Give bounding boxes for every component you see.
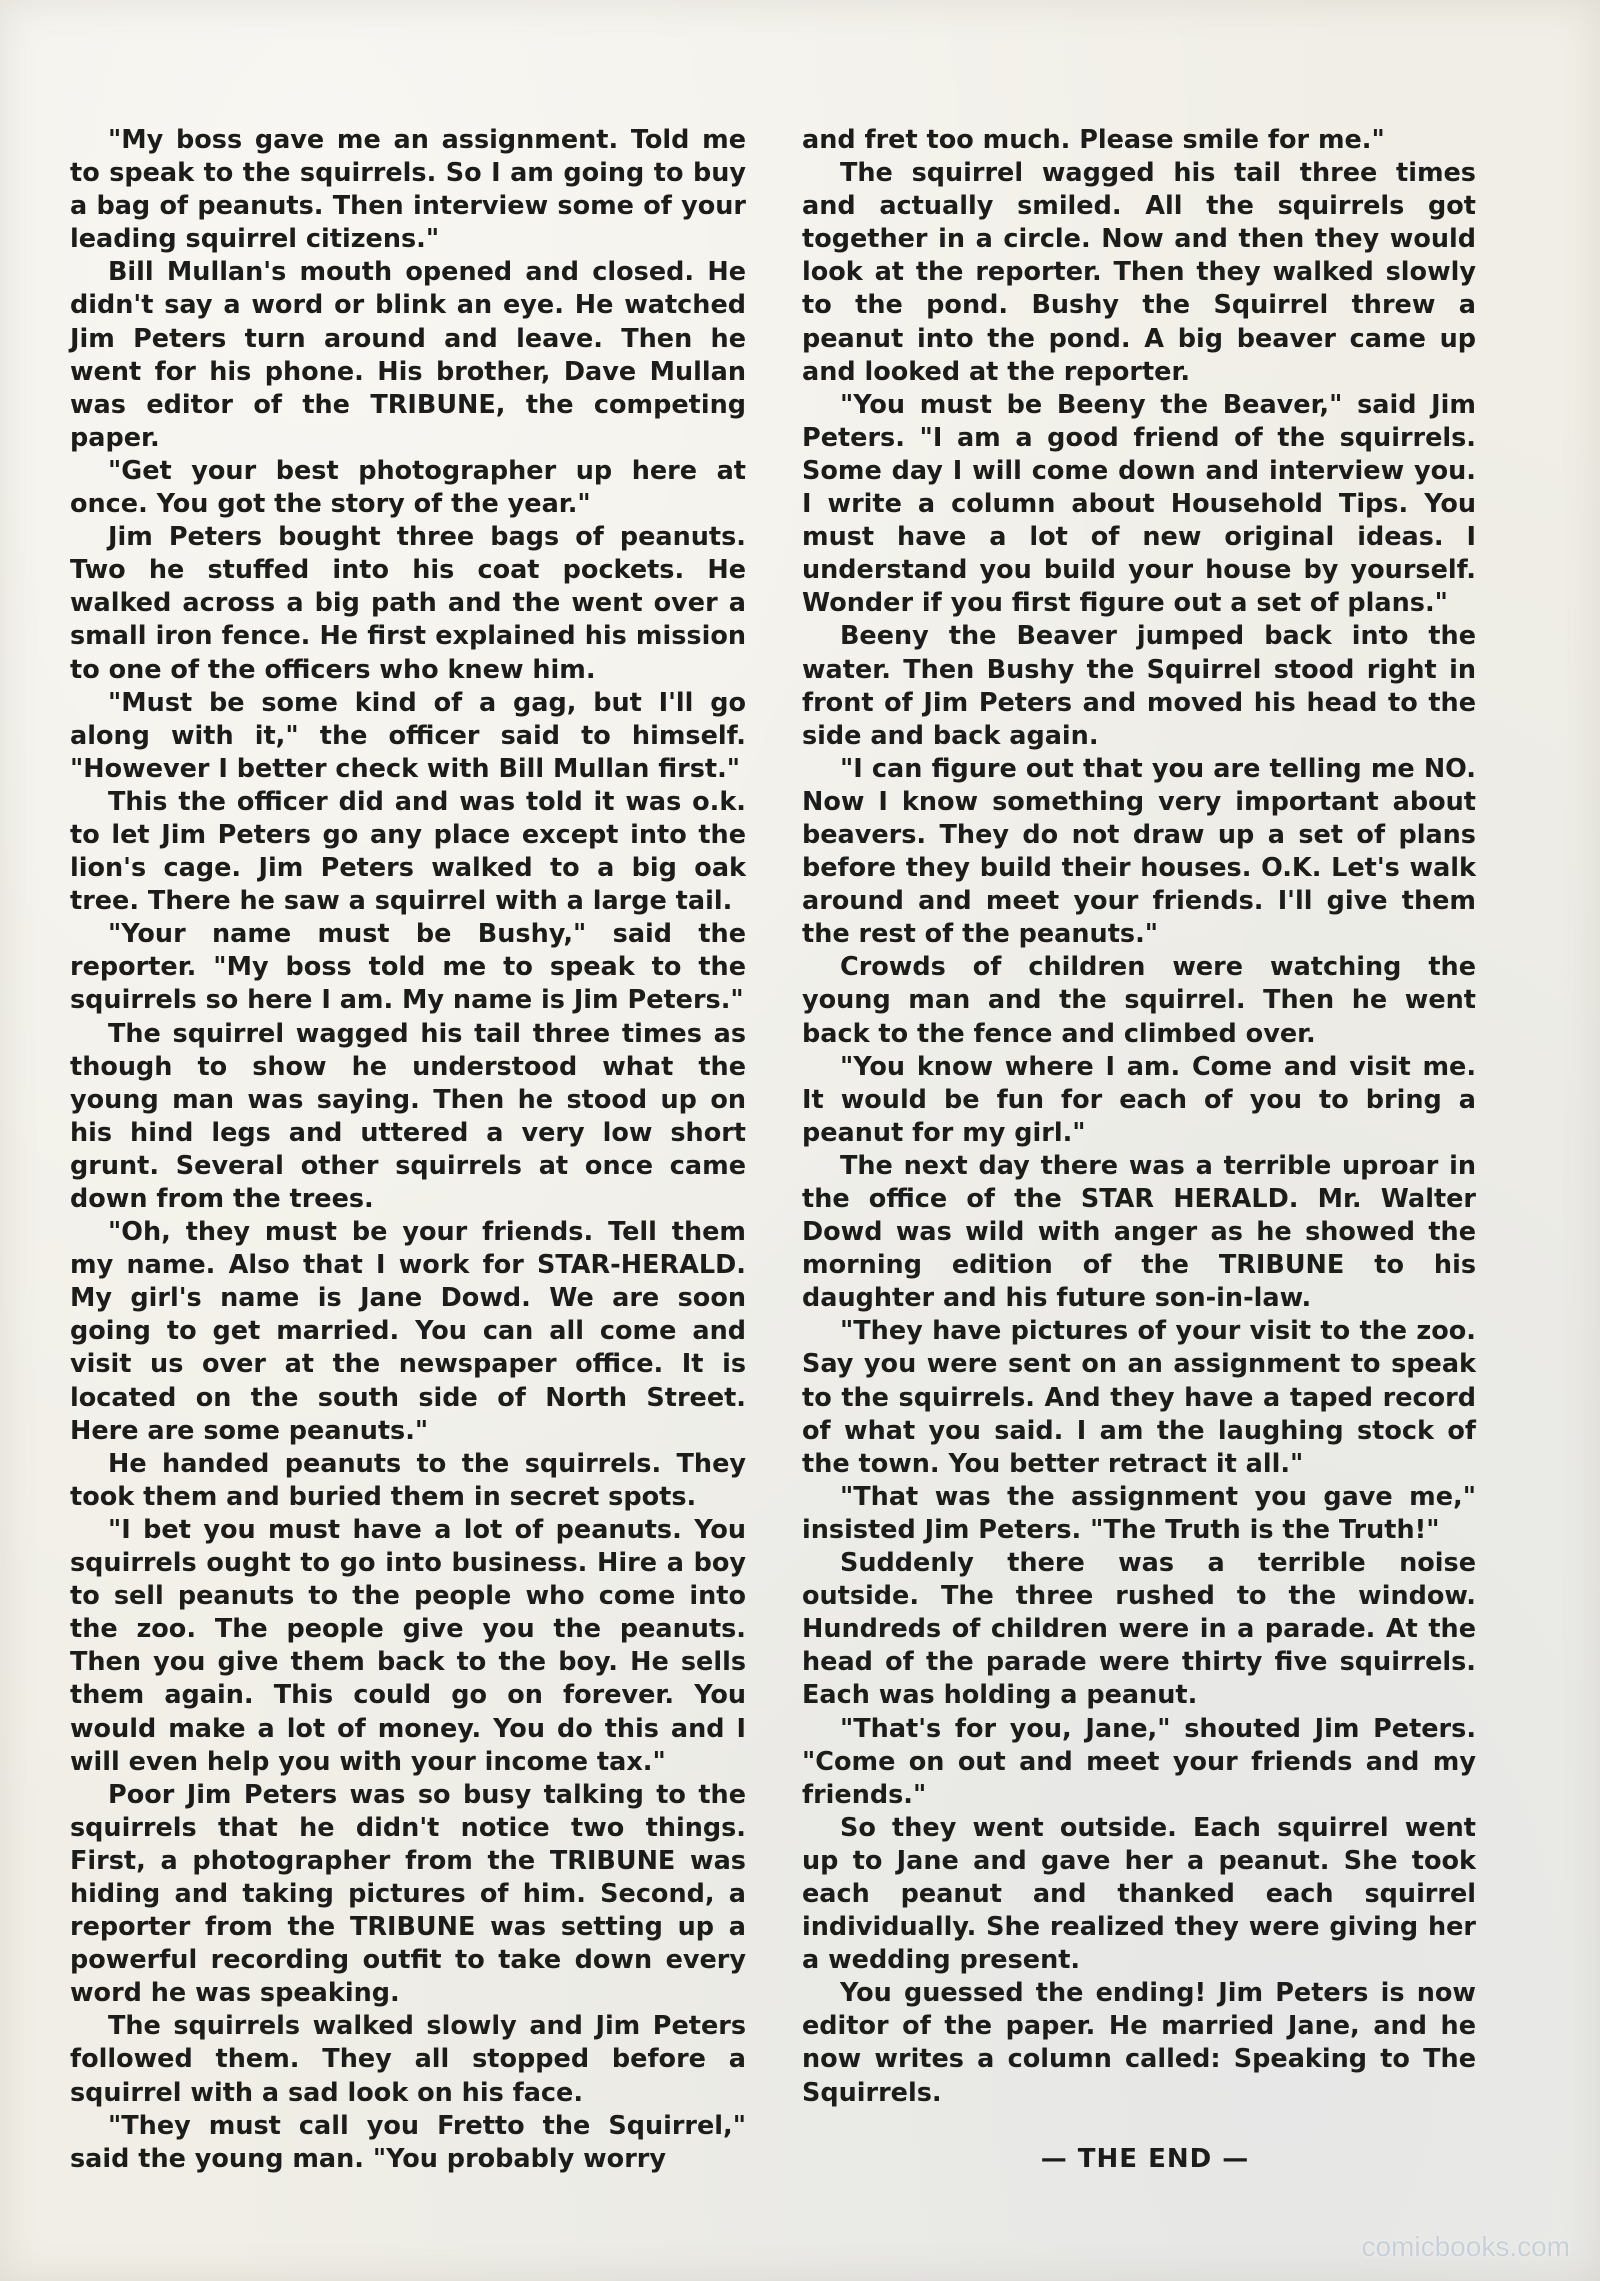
site-watermark: comicbooks.com: [1361, 2231, 1570, 2262]
paragraph: "Your name must be Bushy," said the reporter. "My boss told me to speak to the squirrels so here I am. My name is Jim Peters.": [70, 919, 746, 1016]
right-text-column: [802, 124, 1476, 2110]
paragraph: The squirrel wagged his tail three times as though to show he understood what the young man was saying. Then he stood up on his hind legs and uttered a very low short grunt. Several other squirrels at once came down from the trees.: [70, 1018, 746, 1214]
paragraph: Crowds of children were watching the young man and the squirrel. Then he went back to the fence and climbed over.: [802, 952, 1476, 1049]
paragraph-continued: and fret too much. Please smile for me.": [802, 125, 1385, 155]
paragraph: He handed peanuts to the squirrels. They took them and buried them in secret spots.: [70, 1448, 746, 1512]
paragraph: So they went outside. Each squirrel went up to Jane and gave her a peanut. She took each peanut and thanked each squirrel individually. She realized they were giving her a wedding present.: [802, 1812, 1476, 1976]
paragraph: The next day there was a terrible uproar in the office of the STAR HERALD. Mr. Walter Dowd was wild with anger as he showed the morning edition of the TRIBUNE to his daughter and his future son-in-law.: [802, 1150, 1476, 1314]
paragraph: Jim Peters bought three bags of peanuts. Two he stuffed into his coat pockets. He walked across a big path and the went over a small iron fence. He first explained his mission to one of the officers who knew him.: [70, 522, 746, 685]
paragraph: "Must be some kind of a gag, but I'll go along with it," the officer said to himself. "However I better check with Bill Mullan first.": [70, 687, 746, 784]
paragraph: This the officer did and was told it was o.k. to let Jim Peters go any place except into the lion's cage. Jim Peters walked to a big oak tree. There he saw a squirrel with a large tail.: [70, 786, 746, 917]
paragraph: You guessed the ending! Jim Peters is now editor of the paper. He married Jane, and he now writes a column called: Speaking to The Squirrels.: [802, 1978, 1476, 2108]
paragraph: Poor Jim Peters was so busy talking to the squirrels that he didn't notice two things. First, a photographer from the TRIBUNE was hiding and taking pictures of him. Second, a reporter from the TRIBUNE was setting up a powerful recording outfit to take down every word he was speaking.: [70, 1779, 746, 2009]
paragraph: "That's for you, Jane," shouted Jim Peters. "Come on out and meet your friends and my friends.": [802, 1713, 1476, 1810]
paragraph: "You must be Beeny the Beaver," said Jim Peters. "I am a good friend of the squirrels. Some day I will come down and interview you. I write a column about Household Tips. You must have a lot of new original ideas. I understand you build your house by yourself. Wonder if you first figure out a set of plans.": [802, 389, 1476, 619]
paragraph: "I bet you must have a lot of peanuts. You squirrels ought to go into business. Hire a boy to sell peanuts to the people who come into the zoo. The people give you the peanuts. Then you give them back to the boy. He sells them again. This could go on forever. You would make a lot of money. You do this and I will even help you with your income tax.": [70, 1514, 746, 1777]
the-end-mark: — THE END —: [1040, 2144, 1250, 2174]
paragraph: "They have pictures of your visit to the zoo. Say you were sent on an assignment to speak to the squirrels. And they have a taped record of what you said. I am the laughing stock of the town. You better retract it all.": [802, 1316, 1476, 1479]
paragraph: Beeny the Beaver jumped back into the water. Then Bushy the Squirrel stood right in front of Jim Peters and moved his head to the side and back again.: [802, 621, 1476, 751]
paragraph: The squirrels walked slowly and Jim Peters followed them. They all stopped before a squirrel with a sad look on his face.: [70, 2011, 746, 2108]
paragraph: "You know where I am. Come and visit me. It would be fun for each of you to bring a peanut for my girl.": [802, 1051, 1476, 1148]
paragraph: "My boss gave me an assignment. Told me to speak to the squirrels. So I am going to buy a bag of peanuts. Then interview some of your leading squirrel citizens.": [70, 125, 746, 255]
paragraph: The squirrel wagged his tail three times and actually smiled. All the squirrels got together in a circle. Now and then they would look at the reporter. Then they walked slowly to the pond. Bushy the Squirrel threw a peanut into the pond. A big beaver came up and looked at the reporter.: [802, 158, 1476, 387]
paragraph: "Oh, they must be your friends. Tell them my name. Also that I work for STAR-HERALD. My girl's name is Jane Dowd. We are soon going to get married. You can all come and visit us over at the newspaper office. It is located on the south side of North Street. Here are some peanuts.": [70, 1217, 746, 1446]
paragraph: "That was the assignment you gave me," insisted Jim Peters. "The Truth is the Truth!": [802, 1481, 1476, 1545]
paragraph: Suddenly there was a terrible noise outside. The three rushed to the window. Hundreds of children were in a parade. At the head of the parade were thirty five squirrels. Each was holding a peanut.: [802, 1548, 1476, 1711]
paragraph: "Get your best photographer up here at once. You got the story of the year.": [70, 455, 746, 520]
paragraph: "They must call you Fretto the Squirrel," said the young man. "You probably worry: [70, 2110, 746, 2174]
left-text-column: [70, 124, 746, 2176]
paragraph: Bill Mullan's mouth opened and closed. He didn't say a word or blink an eye. He watched Jim Peters turn around and leave. Then he went for his phone. His brother, Dave Mullan was editor of the TRIBUNE, the competing paper.: [70, 257, 746, 453]
paragraph: "I can figure out that you are telling me NO. Now I know something very important about beavers. They do not draw up a set of plans before they build their houses. O.K. Let's walk around and meet your friends. I'll give them the rest of the peanuts.": [802, 753, 1476, 950]
